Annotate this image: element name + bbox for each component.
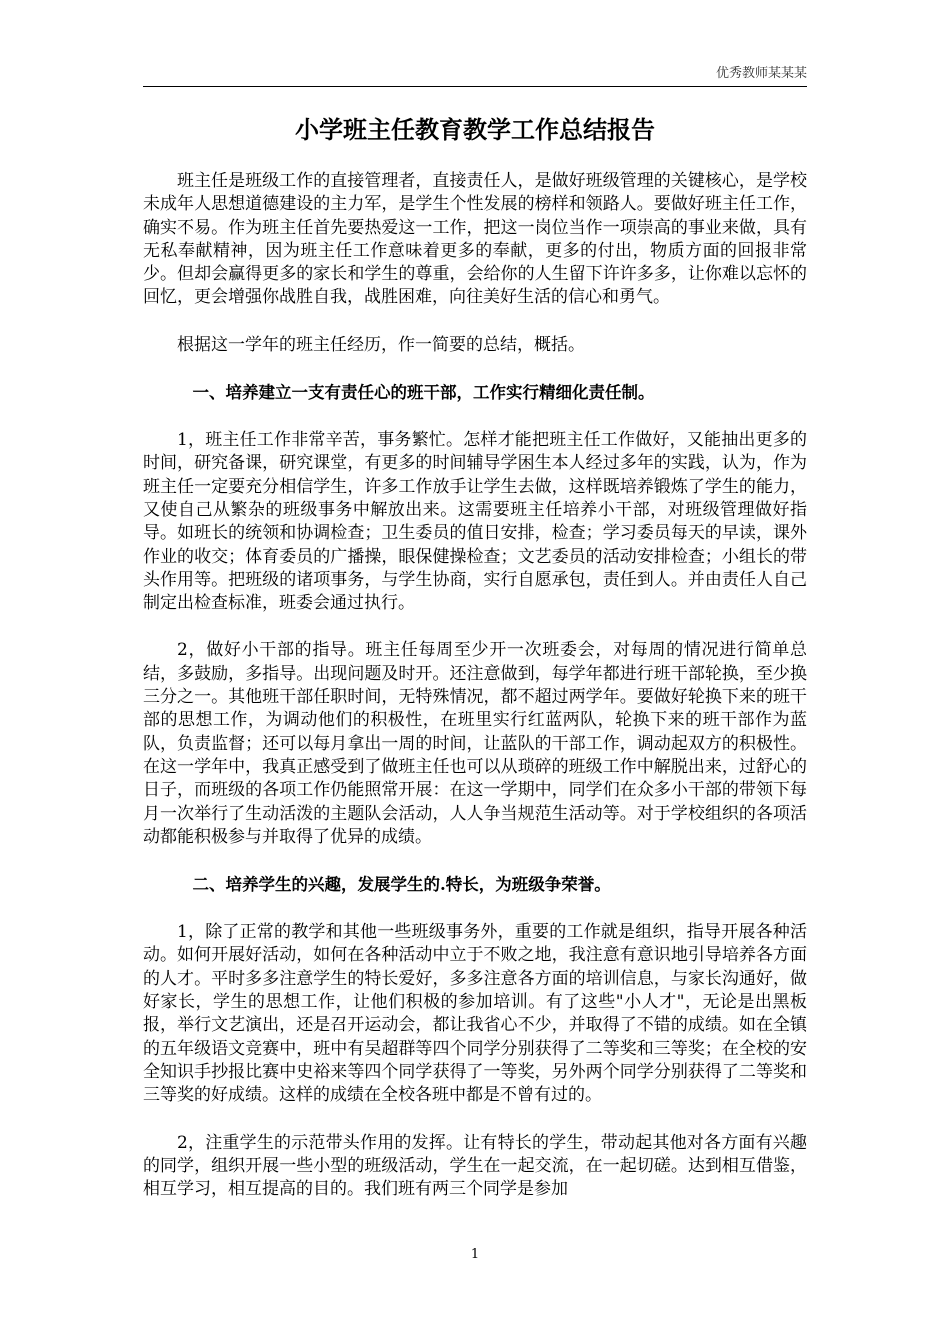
page-number: 1 bbox=[470, 1247, 480, 1262]
section-heading-1: 一、培养建立一支有责任心的班干部，工作实行精细化责任制。 bbox=[192, 383, 655, 403]
section-1-paragraph-1: 1，班主任工作非常辛苦，事务繁忙。怎样才能把班主任工作做好，又能抽出更多的时间，研究备课，研究课堂，有更多的时间辅导学困生本人经过多年的实践，认为，作为班主任一定要充分相信学生，许多工作放手让学生去做，这样既培养锻炼了学生的能力，又使自己从繁杂的班级事务中解放出来。这需要班主任培养小干部，对班级管理做好指导。如班长的统领和协调检查；卫生委员的值日安排，检查；学习委员每天的早读，课外作业的收交；体育委员的广播操，眼保健操检查；文艺委员的活动安排检查；小组长的带头作用等。把班级的诸项事务，与学生协商，实行自愿承包，责任到人。并由责任人自己制定出检查标准，班委会通过执行。 bbox=[143, 430, 807, 614]
document-title: 小学班主任教育教学工作总结报告 bbox=[295, 115, 655, 144]
section-2-paragraph-2: 2，注重学生的示范带头作用的发挥。让有特长的学生，带动起其他对各方面有兴趣的同学，组织开展一些小型的班级活动，学生在一起交流，在一起切磋。达到相互借鉴，相互学习，相互提高的目的。我们班有两三个同学是参加 bbox=[143, 1132, 807, 1200]
intro-paragraph: 班主任是班级工作的直接管理者，直接责任人，是做好班级管理的关键核心，是学校未成年人思想道德建设的主力军，是学生个性发展的榜样和领路人。要做好班主任工作，确实不易。作为班主任首先要热爱这一工作，把这一岗位当作一项崇高的事业来做，具有无私奉献精神，因为班主任工作意味着更多的奉献，更多的付出，物质方面的回报非常少。但却会赢得更多的家长和学生的尊重，会给你的人生留下许许多多，让你难以忘怀的回忆，更会增强你战胜自我，战胜困难，向往美好生活的信心和勇气。 bbox=[143, 171, 807, 308]
header-author: 优秀教师某某某 bbox=[715, 66, 807, 81]
page-header bbox=[143, 66, 807, 87]
section-heading-2: 二、培养学生的兴趣，发展学生的.特长，为班级争荣誉。 bbox=[192, 875, 611, 895]
summary-paragraph: 根据这一学年的班主任经历，作一简要的总结，概括。 bbox=[177, 334, 585, 355]
document-body bbox=[143, 112, 807, 1201]
section-2-paragraph-1: 1，除了正常的教学和其他一些班级事务外，重要的工作就是组织，指导开展各种活动。如何开展好活动，如何在各种活动中立于不败之地，我注意有意识地引导培养各方面的人才。平时多多注意学生的特长爱好，多多注意各方面的培训信息，与家长沟通好，做好家长，学生的思想工作，让他们积极的参加培训。有了这些"小人才"，无论是出黑板报，举行文艺演出，还是召开运动会，都让我省心不少，并取得了不错的成绩。如在全镇的五年级语文竞赛中，班中有吴超群等四个同学分别获得了二等奖和三等奖；在全校的安全知识手抄报比赛中史裕来等四个同学获得了一等奖，另外两个同学分别获得了二等奖和三等奖的好成绩。这样的成绩在全校各班中都是不曾有过的。 bbox=[143, 922, 807, 1106]
section-1-paragraph-2: 2，做好小干部的指导。班主任每周至少开一次班委会，对每周的情况进行简单总结，多鼓励，多指导。出现问题及时开。还注意做到，每学年都进行班干部轮换，至少换三分之一。其他班干部任职时间，无特殊情况，都不超过两学年。要做好轮换下来的班干部的思想工作，为调动他们的积极性，在班里实行红蓝两队，轮换下来的班干部作为蓝队，负责监督；还可以每月拿出一周的时间，让蓝队的干部工作，调动起双方的积极性。在这一学年中，我真正感受到了做班主任也可以从琐碎的班级工作中解脱出来，过舒心的日子，而班级的各项工作仍能照常开展：在这一学期中，同学们在众多小干部的带领下每月一次举行了生动活泼的主题队会活动，人人争当规范生活动等。对于学校组织的各项活动都能积极参与并取得了优异的成绩。 bbox=[143, 640, 807, 847]
